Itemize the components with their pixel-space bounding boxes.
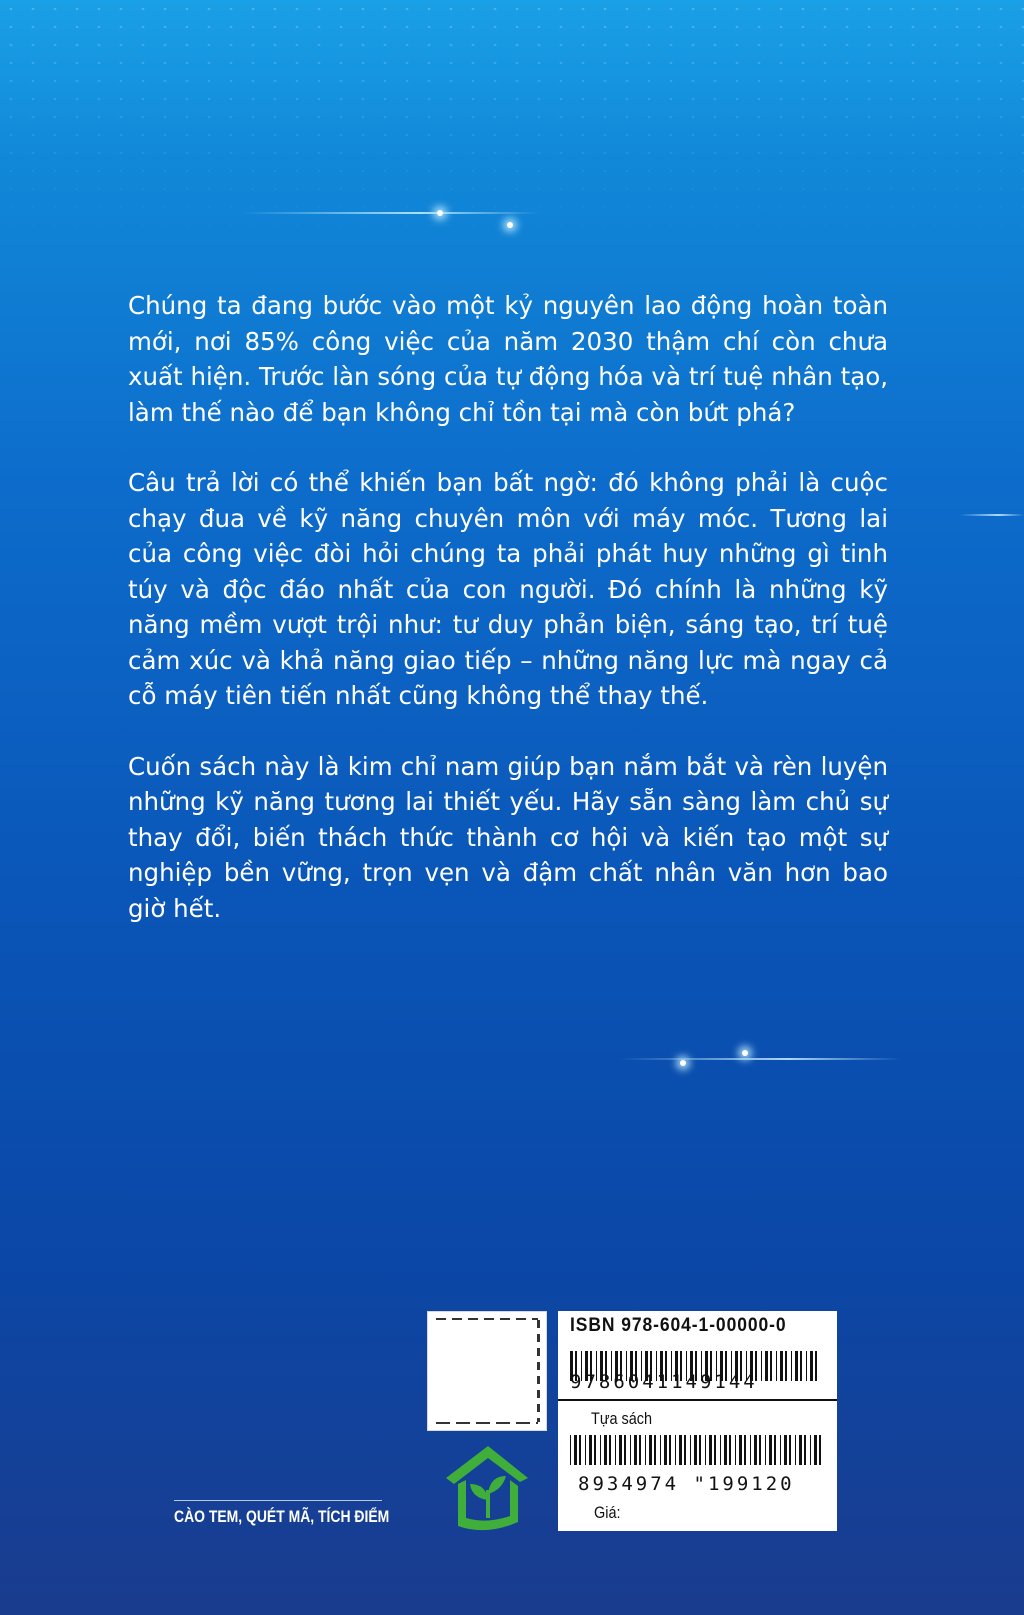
promo-label: CÀO TEM, QUÉT MÃ, TÍCH ĐIỂM [174,1507,390,1526]
description-paragraph-2: Câu trả lời có thể khiến bạn bất ngờ: đó không phải là cuộc chạy đua về kỹ năng chuyên môn với máy móc. Tương lai của công việc đòi hỏi chúng ta phải phát huy những gì tinh túy và độc đáo nhất của con người. Đó chính là những kỹ năng mềm vượt trội như: tư duy phản biện, sáng tạo, trí tuệ cảm xúc và khả năng giao tiếp – những năng lực mà ngay cả cỗ máy tiên tiến nhất cũng không thể thay thế. [128,468,888,710]
star-sparkle [680,1060,686,1066]
barcode-bar [799,1435,802,1465]
barcode-bar [709,1435,712,1465]
barcode-bar [579,1435,581,1465]
barcode-bar [594,1435,596,1465]
barcode-bar [724,1435,727,1465]
barcode-bar [819,1435,821,1465]
product-barcode-bars [570,1435,824,1465]
scratch-stamp-area[interactable] [427,1311,547,1431]
barcode-bar [815,1351,817,1381]
barcode-bar [791,1351,792,1381]
barcode-bar [690,1435,691,1465]
barcode-bar [759,1435,761,1465]
product-barcode-number: 8934974 "199120 [578,1473,795,1495]
barcode-bar [810,1435,811,1465]
barcode-bar [699,1435,701,1465]
barcode-bar [780,1351,783,1381]
barcode-bar [785,1351,787,1381]
barcode-bar [589,1435,592,1465]
barcode-bar [714,1435,716,1465]
barcode-panel [558,1311,837,1531]
barcode-bar [675,1435,676,1465]
barcode-bar [619,1435,622,1465]
house-plant-logo-icon [436,1440,536,1535]
barcode-bar [795,1435,796,1465]
barcode-bar [804,1435,806,1465]
back-cover-description [128,288,888,961]
light-streak-right [960,514,1024,516]
barcode-bar [765,1435,766,1465]
barcode-bar [604,1435,607,1465]
barcode-bar [574,1435,577,1465]
barcode-bar [789,1435,791,1465]
barcode-bar [776,1351,777,1381]
barcode-bar [694,1435,697,1465]
barcode-bar [664,1435,667,1465]
barcode-bar [810,1351,813,1381]
price-label: Giá: [594,1503,621,1522]
barcode-bar [649,1435,652,1465]
barcode-bar [645,1435,646,1465]
isbn-barcode-number: 9786041149144 [570,1371,758,1393]
barcode-bar [739,1435,742,1465]
barcode-bar [769,1435,772,1465]
barcode-bar [624,1435,626,1465]
light-streak-bottom [620,1058,900,1060]
barcode-bar [754,1435,757,1465]
description-paragraph-1: Chúng ta đang bước vào một kỷ nguyên lao động hoàn toàn mới, nơi 85% công việc của năm 2030 thậm chí còn chưa xuất hiện. Trước làn sóng của tự động hóa và trí tuệ nhân tạo, làm thế nào để bạn không chỉ tồn tại mà còn bứt phá? [128,291,888,427]
barcode-bar [774,1435,776,1465]
barcode-bar [795,1351,798,1381]
barcode-bar [720,1435,721,1465]
barcode-bar [660,1435,661,1465]
barcode-bar [761,1351,762,1381]
star-sparkle [507,222,513,228]
description-paragraph-3: Cuốn sách này là kim chỉ nam giúp bạn nắm bắt và rèn luyện những kỹ năng tương lai thiết yếu. Hãy sẵn sàng làm chủ sự thay đổi, biến thách thức thành cơ hội và kiến tạo một sự nghiệp bền vững, trọn vẹn và đậm chất nhân văn hơn bao giờ hết. [128,751,888,923]
barcode-bar [765,1351,768,1381]
barcode-bar [654,1435,656,1465]
isbn-label: ISBN 978-604-1-00000-0 [570,1315,787,1336]
star-sparkle [742,1050,748,1056]
barcode-bar [684,1435,686,1465]
barcode-bar [806,1351,807,1381]
barcode-bar [634,1435,637,1465]
barcode-bar [600,1435,601,1465]
barcode-bar [800,1351,802,1381]
barcode-bar [705,1435,706,1465]
barcode-bar [639,1435,641,1465]
barcode-bar [729,1435,731,1465]
barcode-bar [630,1435,631,1465]
barcode-bar [609,1435,611,1465]
light-streak-top [240,212,540,214]
barcode-bar [669,1435,671,1465]
barcode-divider [558,1399,837,1401]
barcode-bar [615,1435,616,1465]
dot-pattern-decoration [0,0,1024,240]
promo-divider [174,1500,382,1501]
title-label: Tựa sách [591,1409,653,1428]
barcode-bar [770,1351,772,1381]
star-sparkle [437,210,443,216]
barcode-bar [585,1435,586,1465]
barcode-bar [750,1435,751,1465]
barcode-bar [744,1435,746,1465]
barcode-bar [784,1435,787,1465]
barcode-bar [735,1435,736,1465]
barcode-bar [780,1435,781,1465]
barcode-bar [679,1435,682,1465]
barcode-bar [814,1435,817,1465]
barcode-bar [570,1435,571,1465]
